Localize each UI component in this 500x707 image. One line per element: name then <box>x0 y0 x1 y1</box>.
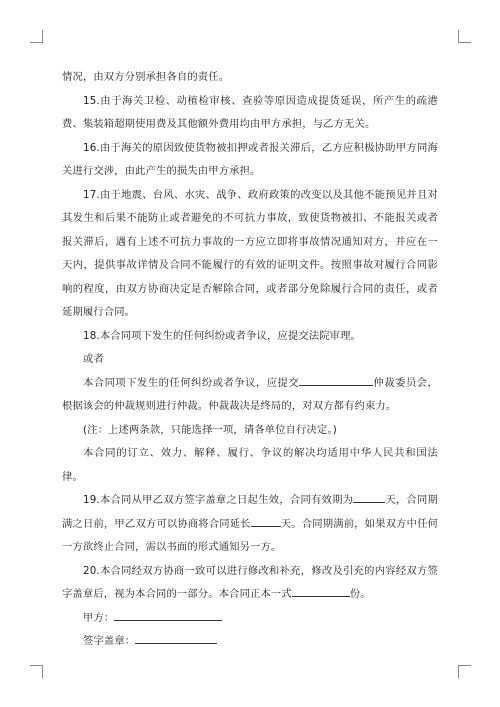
clause-17: 17.由于地震、台风、水灾、战争、政府政策的改变以及其他不能预见并且对其发生和后果不能防止或者避免的不可抗力事故，致使货物被扣、不能报关或者报关滞后，遇有上述不可抗力事故的一方应立即将事故情况通知对方，并应在一天内，提供事故详情及合同不能履行的有效的证明文件。按照事故对履行合同影响的程度，由双方协商决定是否解除合同，或者部分免除履行合同的责任，或者延期履行合同。 <box>62 188 438 318</box>
validity-days-blank[interactable] <box>353 490 385 503</box>
clause-15: 15.由于海关卫检、动植检审核、查验等原因造成提货延误，所产生的疏港费、集装箱超期使用费及其他额外费用均由甲方承担，与乙方无关。 <box>62 94 438 130</box>
clause-20-text-b: 份。 <box>349 588 371 600</box>
clause-19-text-b: 天，合同期满之日前，甲乙双方可以协商将合同延长 <box>62 494 438 530</box>
copies-blank[interactable] <box>292 584 350 597</box>
party-a-line <box>62 607 438 631</box>
arbitration-clause <box>62 372 438 419</box>
crop-mark-top-right <box>458 30 471 43</box>
clause-18: 18.本合同项下发生的任何纠纷或者争议，应提交法院审理。 <box>83 329 361 342</box>
or-text: 或者 <box>83 353 104 365</box>
arbitration-text-a: 本合同项下发生的任何纠纷或者争议，应提交 <box>83 376 300 389</box>
paragraph-continuation: 情况，由双方分别承担各自的责任。 <box>62 71 230 83</box>
signature-line <box>62 630 438 654</box>
note: (注：上述两条款，只能选择一项，请各单位自行决定。) <box>83 423 337 436</box>
clause-19 <box>62 489 438 560</box>
crop-mark-bottom-left <box>30 665 43 678</box>
clause-19-text-c: 天。合同期满前，如果双方中任何一方欲终止合同，需以书面的形式通知另一方。 <box>62 517 439 553</box>
arbitration-text-b: 仲裁委员会，根据该会的仲裁规则进行仲裁。仲裁裁决是终局的，对双方都有约束力。 <box>62 376 439 412</box>
clause-20-text-a: 20.本合同经双方协商一致可以进行修改和补充，修改及引充的内容经双方签字盖章后，视为本合同的一部分。本合同正本一式 <box>62 564 438 600</box>
extension-days-blank[interactable] <box>251 514 281 527</box>
clause-20 <box>62 560 438 607</box>
clause-19-text-a: 19.本合同从甲乙双方签字盖章之日起生效，合同有效期为 <box>83 494 354 506</box>
signature-label: 签字盖章： <box>83 635 136 647</box>
clause-16: 16.由于海关的原因致使货物被扣押或者报关滞后，乙方应积极协助甲方同海关进行交涉，由此产生的损失由甲方承担。 <box>62 141 438 177</box>
signature-blank[interactable] <box>135 631 217 644</box>
party-a-label: 甲方： <box>83 611 115 624</box>
document-body <box>62 66 438 654</box>
arbitration-commission-blank[interactable] <box>299 373 373 386</box>
crop-mark-top-left <box>30 30 43 43</box>
governing-law: 本合同的订立、效力、解释、履行、争议的解决均适用中华人民共和国法律。 <box>62 447 438 483</box>
party-a-blank[interactable] <box>114 608 222 621</box>
crop-mark-bottom-right <box>458 665 471 678</box>
